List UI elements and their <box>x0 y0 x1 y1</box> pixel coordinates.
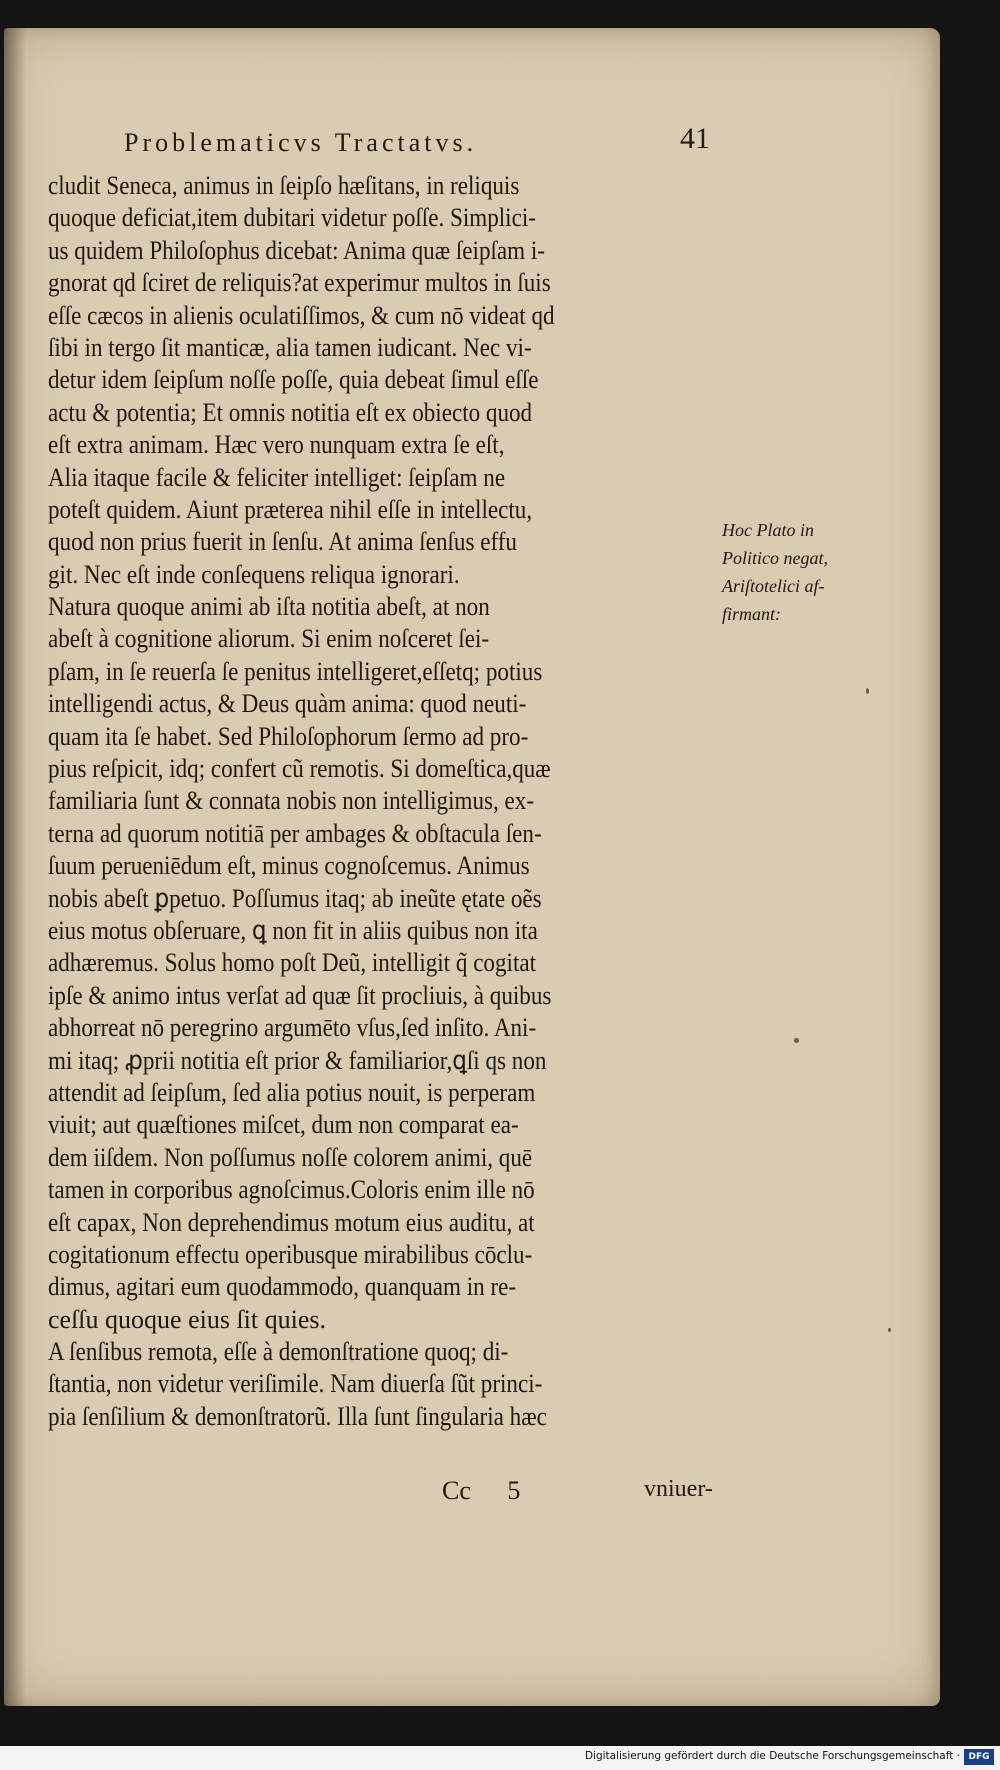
marginal-note-line: firmant: <box>722 604 782 624</box>
text-line: ſuum perueniēdum eſt, minus cognoſcemus. Animus <box>48 851 530 881</box>
text-line: git. Nec eſt inde conſequens reliqua ignorari. <box>48 559 460 589</box>
text-line: gnorat qd ſciret de reliquis?at experimur multos in ſuis <box>48 268 551 298</box>
text-line: Alia itaque facile & feliciter intelliget: ſeipſam ne <box>48 462 506 492</box>
dfg-logo-icon: DFG <box>964 1749 994 1765</box>
footer-bar <box>0 1746 1000 1770</box>
paper-speck <box>794 1038 799 1043</box>
text-line: ſtantia, non videtur veriſimile. Nam diuerſa ſũt princi- <box>48 1369 543 1399</box>
body-text <box>48 170 724 1433</box>
text-line: pia ſenſilium & demonſtratorũ. Illa ſunt ſingularia hæc <box>48 1401 547 1431</box>
text-line: abeſt à cognitione aliorum. Si enim noſceret ſei- <box>48 624 490 654</box>
text-line: actu & potentia; Et omnis notitia eſt ex obiecto quod <box>48 397 533 427</box>
text-line: poteſt quidem. Aiunt præterea nihil eſſe in intellectu, <box>48 494 533 524</box>
text-line: detur idem ſeipſum noſſe poſſe, quia debeat ſimul eſſe <box>48 365 539 395</box>
text-line: adhæremus. Solus homo poſt Deũ, intelligit q̃ cogitat <box>48 948 537 978</box>
catchword: vniuer- <box>644 1476 713 1502</box>
text-line: eſt capax, Non deprehendimus motum eius auditu, at <box>48 1207 535 1237</box>
text-line: pius reſpicit, idq; confert cũ remotis. Si domeſtica,quæ <box>48 754 551 784</box>
running-title: Problematicvs Tractatvs. <box>124 128 478 157</box>
text-line: us quidem Philoſophus dicebat: Anima quæ ſeipſam i- <box>48 235 546 265</box>
text-line: familiaria ſunt & connata nobis non intelligimus, ex- <box>48 786 535 816</box>
text-line: mi itaq; ꝓprii notitia eſt prior & familiarior,ꝗſi qs non <box>48 1045 547 1075</box>
text-line: ipſe & animo intus verſat ad quæ ſit procliuis, à quibus <box>48 980 552 1010</box>
text-line: cludit Seneca, animus in ſeipſo hæſitans, in reliquis <box>48 171 520 200</box>
paper-speck <box>888 1328 891 1332</box>
marginal-note <box>722 516 872 628</box>
text-line: quoque deficiat,item dubitari videtur poſſe. Simplici- <box>48 203 536 233</box>
text-line: attendit ad ſeipſum, ſed alia potius nouit, is perperam <box>48 1077 536 1107</box>
text-line: quam ita ſe habet. Sed Philoſophorum ſermo ad pro- <box>48 721 529 751</box>
text-line: intelligendi actus, & Deus quàm anima: quod neuti- <box>48 689 527 719</box>
running-head <box>4 106 940 166</box>
text-line: dimus, agitari eum quodammodo, quanquam in re- <box>48 1272 517 1302</box>
text-line: cogitationum effectu operibusque mirabilibus cōclu- <box>48 1239 533 1269</box>
text-line: A ſenſibus remota, eſſe à demonſtratione quoq; di- <box>48 1337 509 1367</box>
text-line: tamen in corporibus agnoſcimus.Coloris enim ille nō <box>48 1175 535 1205</box>
page-gutter-shadow <box>4 28 26 1706</box>
signature-line <box>4 1476 940 1516</box>
funding-credit: Digitalisierung gefördert durch die Deutsche Forschungsgemeinschaft · <box>584 1750 960 1762</box>
text-line: ceſſu quoque eius ſit quies. <box>48 1304 327 1334</box>
page-number: 41 <box>680 122 710 155</box>
text-line: quod non prius fuerit in ſenſu. At anima ſenſus effu <box>48 527 517 557</box>
text-line: nobis abeſt ꝑpetuo. Poſſumus itaq; ab ineũte ętate oẽs <box>48 883 542 913</box>
marginal-note-line: Hoc Plato in <box>722 520 814 540</box>
text-line: terna ad quorum notitiā per ambages & obſtacula ſen- <box>48 818 542 848</box>
marginal-note-line: Politico negat, <box>722 548 828 568</box>
text-line: eius motus obſeruare, ꝗ non fit in aliis quibus non ita <box>48 915 538 945</box>
book-page <box>4 28 940 1706</box>
text-line: eſſe cæcos in alienis oculatiſſimos, & cum nō videat qd <box>48 300 555 330</box>
signature-mark: Cc 5 <box>442 1476 521 1505</box>
text-line: pſam, in ſe reuerſa ſe penitus intelligeret,eſſetq; potius <box>48 656 543 686</box>
text-line: abhorreat nō peregrino argumēto vſus,ſed inſito. Ani- <box>48 1013 537 1043</box>
marginal-note-line: Ariſtotelici af- <box>722 576 825 596</box>
paper-speck <box>866 688 869 694</box>
text-line: eſt extra animam. Hæc vero nunquam extra ſe eſt, <box>48 430 505 460</box>
text-line: ſibi in tergo ſit manticæ, alia tamen iudicant. Nec vi- <box>48 332 532 362</box>
text-line: dem iiſdem. Non poſſumus noſſe colorem animi, quē <box>48 1142 533 1172</box>
text-line: Natura quoque animi ab iſta notitia abeſt, at non <box>48 592 490 622</box>
text-line: viuit; aut quæſtiones miſcet, dum non comparat ea- <box>48 1110 519 1140</box>
